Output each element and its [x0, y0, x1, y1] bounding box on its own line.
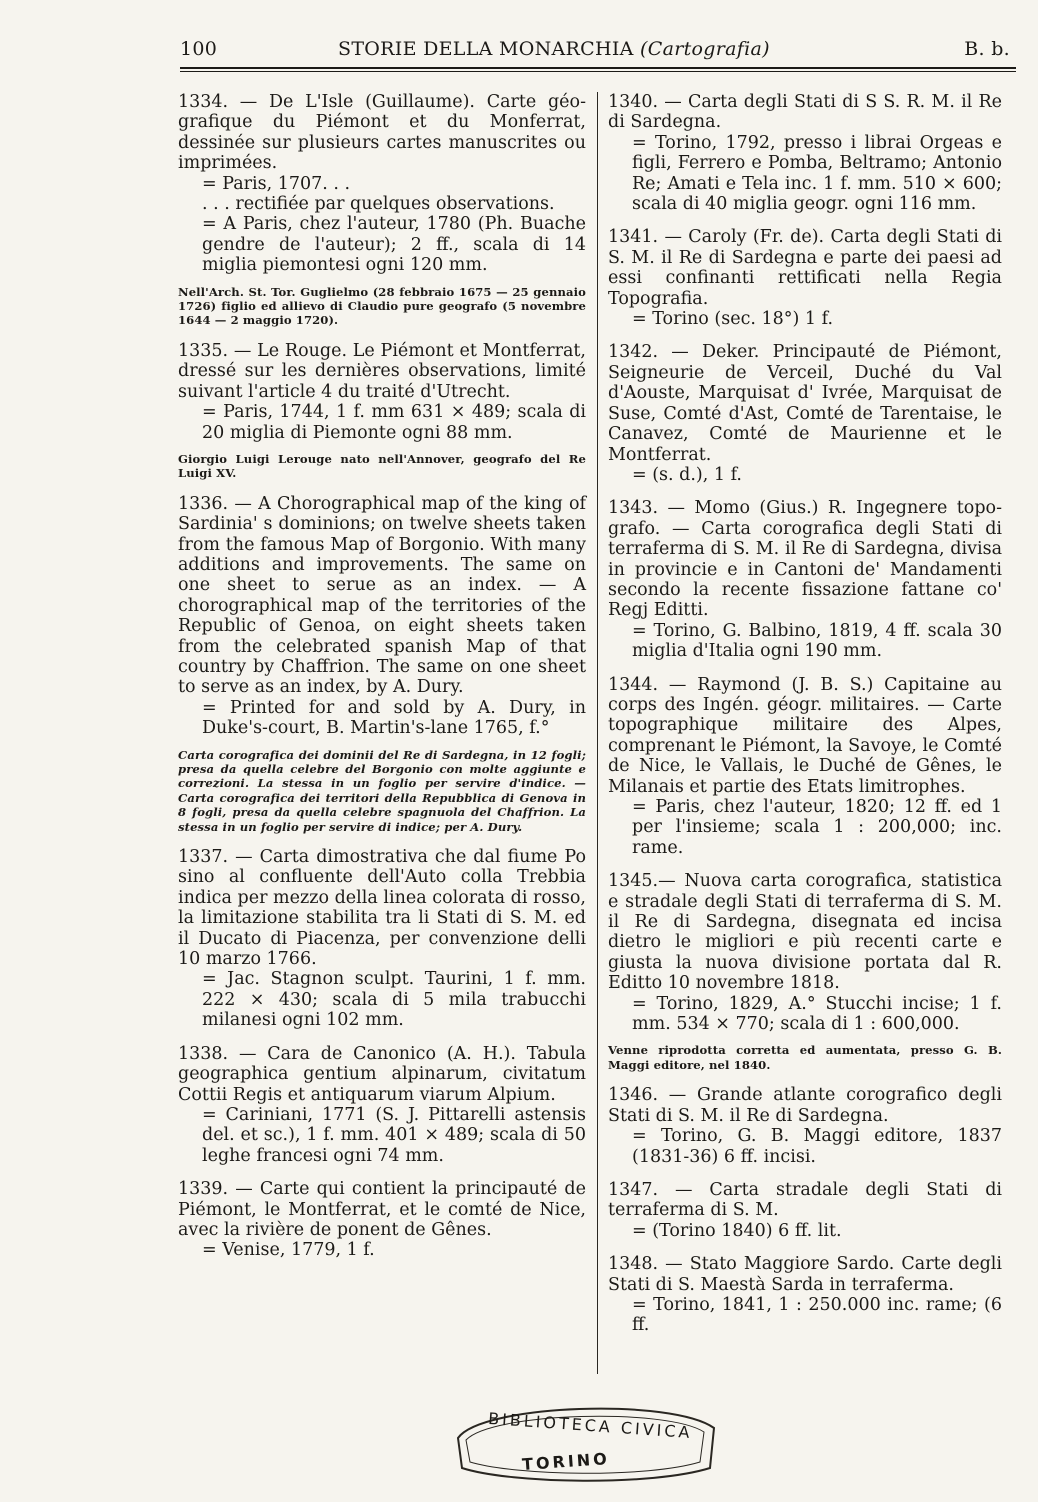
- catalog-entry: [608, 675, 1002, 859]
- catalog-entry: [608, 871, 1002, 1072]
- catalog-entry: [178, 1179, 586, 1261]
- entry-imprint: = Venise, 1779, 1 f.: [202, 1240, 375, 1261]
- catalog-entry: [608, 498, 1002, 661]
- header-rule-thin: [180, 71, 1016, 72]
- entry-description: 1339. — Carte qui contient la principauté de Piémont, le Montferrat, et le comté de Nice, avec la rivière de ponent de Gênes.: [178, 1179, 586, 1240]
- catalog-entry: [608, 92, 1002, 214]
- entry-description: 1345.— Nuova carta corografica, statistica e stradale degli Stati di terraferma di S. M. il Re di Sardegna, disegnata ed incisa dietro le migliori e più recenti carte e giusta la nuova divisione portata dal R. Editto 10 novembre 1818.: [608, 871, 1002, 994]
- entry-imprint: = Torino (sec. 18°) 1 f.: [632, 309, 834, 330]
- entry-description: 1334. — De L'Isle (Guillaume). Carte géografique du Piémont et du Monferrat, dessinée sur plusieurs cartes manuscrites ou imprimées.: [178, 92, 586, 174]
- catalog-entry: [608, 342, 1002, 485]
- running-title-sub: (Cartografia): [640, 38, 770, 60]
- running-header: [180, 30, 1016, 70]
- entry-imprint: = Torino, 1841, 1 : 250.000 inc. rame; (6 ff.: [632, 1294, 1002, 1336]
- entry-description: 1341. — Caroly (Fr. de). Carta degli Stati di S. M. il Re di Sardegna e parte dei paesi ad essi confinanti rettificati nella Regia Topografia.: [608, 227, 1002, 309]
- catalog-entry: [608, 227, 1002, 329]
- entry-note: Carta corografica dei dominii del Re di Sardegna, in 12 fogli; presa da quella celebre del Borgonio con molte aggiunte e correzioni. La stessa in un foglio per servire d'indice. — Carta corografica dei territori della Repubblica di Genova in 8 fogli, presa da quella celebre spagnuola del Chaffrion. La stessa in un foglio per servire di indice; per A. Dury.: [178, 747, 586, 834]
- entry-description: 1337. — Carta dimostrativa che dal fiume Po sino al confluente dell'Auto colla Trebbia indica per mezzo della linea colorata di rosso, la limitazione stabilita tra li Stati di S. M. ed il Ducato di Piacenza, per convenzione delli 10 marzo 1766.: [178, 847, 586, 970]
- catalog-entry: [608, 1180, 1002, 1241]
- library-stamp: [452, 1398, 720, 1484]
- entry-description: 1347. — Carta stradale degli Stati di terraferma di S. M.: [608, 1179, 1002, 1221]
- section-mark: B. b.: [964, 38, 1010, 60]
- entry-description: 1335. — Le Rouge. Le Piémont et Montferrat, dressé sur les dernières observations, limité suivant l'article 4 du traité d'Utrecht.: [178, 340, 586, 402]
- catalog-entry: [178, 1044, 586, 1166]
- entry-imprint: = Cariniani, 1771 (S. J. Pittarelli astensis del. et sc.), 1 f. mm. 401 × 489; scala di 50 leghe francesi ogni 74 mm.: [202, 1104, 586, 1166]
- running-title-main: STORIE DELLA MONARCHIA: [338, 38, 634, 60]
- catalog-entry: [178, 847, 586, 1031]
- entry-note: Nell'Arch. St. Tor. Guglielmo (28 febbraio 1675 — 25 gennaio 1726) figlio ed allievo di Claudio pure geografo (5 novembre 1644 — 2 maggio 1720).: [178, 284, 586, 328]
- entry-description: 1348. — Stato Maggiore Sardo. Carte degli Stati di S. Maestà Sarda in terraferma.: [608, 1254, 1002, 1295]
- catalog-entry: [608, 1254, 1002, 1336]
- running-title: [338, 38, 858, 60]
- entry-note: Venne riprodotta corretta ed aumentata, presso G. B. Maggi editore, nel 1840.: [608, 1043, 1002, 1072]
- entry-description: 1338. — Cara de Canonico (A. H.). Tabula geographica gentium alpinarum, civitatum Cottii Regis et antiquarum viarum Alpium.: [178, 1043, 586, 1105]
- entry-imprint: = Torino, 1792, presso i librai Orgeas e figli, Ferrero e Pomba, Beltramo; Antonio Re; Amati e Tela inc. 1 f. mm. 510 × 600; scala di 40 miglia geogr. ogni 116 mm.: [632, 132, 1002, 215]
- entry-imprint: = A Paris, chez l'auteur, 1780 (Ph. Buache gendre de l'auteur); 2 ff., scala di 14 miglia piemontesi ogni 120 mm.: [202, 214, 586, 276]
- entry-description: 1343. — Momo (Gius.) R. Ingegnere topografo. — Carta corografica degli Stati di terraferma di S. M. il Re di Sardegna, divisa in provincie e in Cantoni de' Mandamenti secondo la recente fissazione fattane co' Regj Editti.: [608, 498, 1002, 621]
- entry-description: 1336. — A Chorographical map of the king of Sardinia' s dominions; on twelve sheets taken from the famous Map of Borgonio. With many additions and improvements. The same on one sheet to serue as an index. — A chorographical map of the territories of the Republic of Genoa, on eight sheets taken from the celebrated spanish Map of that country by Chaffrion. The same on one sheet to serve as an index, by A. Dury.: [178, 493, 586, 698]
- stamp-text-library: BIBLIOTECA CIVICA: [487, 1408, 694, 1443]
- entry-description: 1342. — Deker. Principauté de Piémont, Seigneurie de Verceil, Duché du Val d'Aouste, Marquisat d' Ivrée, Marquisat de Suse, Comté d'Ast, Comté de Tarentaise, le Canavez, Comté de Maurienne et le Montferrat.: [608, 342, 1002, 465]
- entry-description: 1346. — Grande atlante corografico degli Stati di S. M. il Re di Sardegna.: [608, 1085, 1002, 1126]
- stamp-text-city: TORINO: [521, 1448, 611, 1475]
- entry-imprint: = Paris, chez l'auteur, 1820; 12 ff. ed 1 per l'insieme; scala 1 : 200,000; inc. rame.: [632, 797, 1002, 858]
- catalog-entry: [178, 92, 586, 328]
- entry-imprint: = Torino, G. B. Maggi editore, 1837 (1831-36) 6 ff. incisi.: [632, 1126, 1002, 1167]
- entry-imprint: = Torino, 1829, A.° Stucchi incise; 1 f. mm. 534 × 770; scala di 1 : 600,000.: [632, 993, 1002, 1035]
- right-column: [608, 92, 1002, 1349]
- entry-note: Giorgio Luigi Lerouge nato nell'Annover, geografo del Re Luigi XV.: [178, 451, 586, 481]
- entry-imprint: = (s. d.), 1 f.: [632, 464, 742, 485]
- entry-imprint: = Printed for and sold by A. Dury, in Duke's-court, B. Martin's-lane 1765, f.°: [202, 697, 586, 739]
- entry-imprint: = Paris, 1707. . .: [202, 173, 351, 194]
- entry-description: 1340. — Carta degli Stati di S S. R. M. il Re di Sardegna.: [608, 92, 1002, 133]
- entry-imprint: . . . rectifiée par quelques observations.: [202, 194, 555, 215]
- entry-description: 1344. — Raymond (J. B. S.) Capitaine au corps des Ingén. géogr. militaires. — Carte topographique militaire des Alpes, comprenant le Piémont, la Savoye, le Comté de Nice, le Vallais, le Duché de Gênes, le Milanais et partie des Etats limitrophes.: [608, 674, 1002, 797]
- column-divider: [597, 92, 598, 1374]
- entry-imprint: = Jac. Stagnon sculpt. Taurini, 1 f. mm. 222 × 430; scala di 5 mila trabucchi milanesi ogni 102 mm.: [202, 969, 586, 1031]
- entry-imprint: = (Torino 1840) 6 ff. lit.: [632, 1220, 842, 1241]
- catalog-entry: [178, 341, 586, 481]
- catalog-entry: [608, 1085, 1002, 1167]
- entry-imprint: = Torino, G. Balbino, 1819, 4 ff. scala 30 miglia d'Italia ogni 190 mm.: [632, 620, 1002, 662]
- left-column: [178, 92, 586, 1274]
- page-number: 100: [180, 38, 218, 60]
- entry-imprint: = Paris, 1744, 1 f. mm 631 × 489; scala di 20 miglia di Piemonte ogni 88 mm.: [202, 402, 586, 443]
- catalog-entry: [178, 494, 586, 834]
- header-rule: [180, 67, 1016, 69]
